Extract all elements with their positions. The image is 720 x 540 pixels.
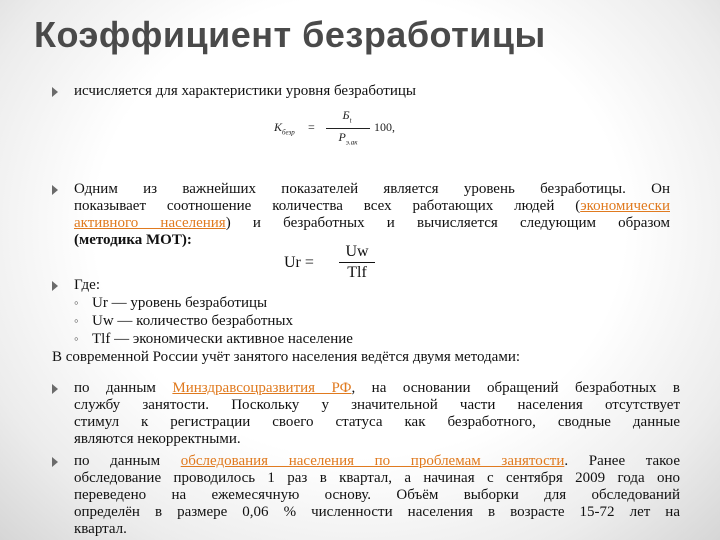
bullet2-line2: показывает соотношение количества всех работающих людей (экономически bbox=[74, 198, 670, 214]
bullet-arrow-icon bbox=[52, 457, 58, 467]
formula-denominator: Tlf bbox=[347, 264, 367, 281]
bullet3-line2: службу занятости. Поскольку у значительной части населения отсутствует bbox=[74, 397, 680, 413]
link-ministry[interactable]: Минздравсоцразвития РФ bbox=[172, 380, 352, 396]
link-survey[interactable]: обследования населения по проблемам занятости bbox=[180, 453, 565, 469]
bullet-arrow-icon bbox=[52, 384, 58, 394]
sub-item: Tlf — экономически активное население bbox=[92, 331, 353, 347]
bullet3-line4: являются некорректными. bbox=[74, 431, 241, 447]
bullet-text-1: исчисляется для характеристики уровня безработицы bbox=[74, 83, 416, 99]
bullet-arrow-icon bbox=[52, 281, 58, 291]
bullet2-line1: Одним из важнейших показателей является уровень безработицы. Он bbox=[74, 181, 670, 197]
bullet4-line4: определён в размере 0,06 % численности населения в возрасте 15-72 лет на bbox=[74, 504, 680, 520]
formula-tail: 100, bbox=[374, 120, 395, 134]
formula-unemployment-coefficient bbox=[274, 108, 394, 150]
fraction-bar bbox=[339, 262, 375, 263]
bullet2-line3: активного населения) и безработных и вычисляется следующим образом bbox=[74, 215, 670, 231]
bullet-arrow-icon bbox=[52, 87, 58, 97]
fraction-bar bbox=[326, 128, 370, 129]
bullet4-line3: переведено на ежемесячную основу. Объём выборки для обследований bbox=[74, 487, 680, 503]
formula-symbol: $K_{безр}$ bbox=[274, 120, 295, 137]
bullet-text-2 bbox=[74, 181, 670, 249]
bullet4-line5: квартал. bbox=[74, 521, 127, 537]
link-economically[interactable]: экономически bbox=[580, 198, 670, 214]
bullet-text-4 bbox=[74, 453, 680, 538]
sub-item: Ur — уровень безработицы bbox=[92, 295, 268, 311]
circle-bullet-icon: ◦ bbox=[74, 331, 79, 346]
bullet-text-3 bbox=[74, 380, 680, 448]
formula-numerator: Uw bbox=[345, 243, 369, 260]
page-title: Коэффициент безработицы bbox=[34, 14, 546, 55]
formula-equals: = bbox=[308, 120, 315, 134]
link-active-population[interactable]: активного населения bbox=[74, 215, 226, 231]
paragraph-methods: В современной России учёт занятого населения ведётся двумя методами: bbox=[52, 349, 521, 365]
bullet3-line3: стимул к регистрации своего статуса как безработного, сводные данные bbox=[74, 414, 680, 430]
bullet-arrow-icon bbox=[52, 185, 58, 195]
formula-denominator: $Р_{э.ак}$ bbox=[338, 130, 358, 147]
bullet2-line4: (методика МОТ): bbox=[74, 232, 192, 248]
where-label: Где: bbox=[74, 277, 101, 293]
formula-lhs: Ur = bbox=[284, 254, 314, 271]
sub-item: Uw — количество безработных bbox=[92, 313, 293, 329]
bullet3-line1: по данным Минздравсоцразвития РФ, на основании обращений безработных в bbox=[74, 380, 680, 396]
circle-bullet-icon: ◦ bbox=[74, 313, 79, 328]
formula-ur bbox=[284, 243, 374, 283]
formula-numerator: $Б_t$ bbox=[342, 108, 352, 125]
bullet4-line2: обследование проводилось 1 раз в квартал, а начиная с сентября 2009 года оно bbox=[74, 470, 680, 486]
circle-bullet-icon: ◦ bbox=[74, 295, 79, 310]
bullet4-line1: по данным обследования населения по проблемам занятости. Ранее такое bbox=[74, 453, 680, 469]
